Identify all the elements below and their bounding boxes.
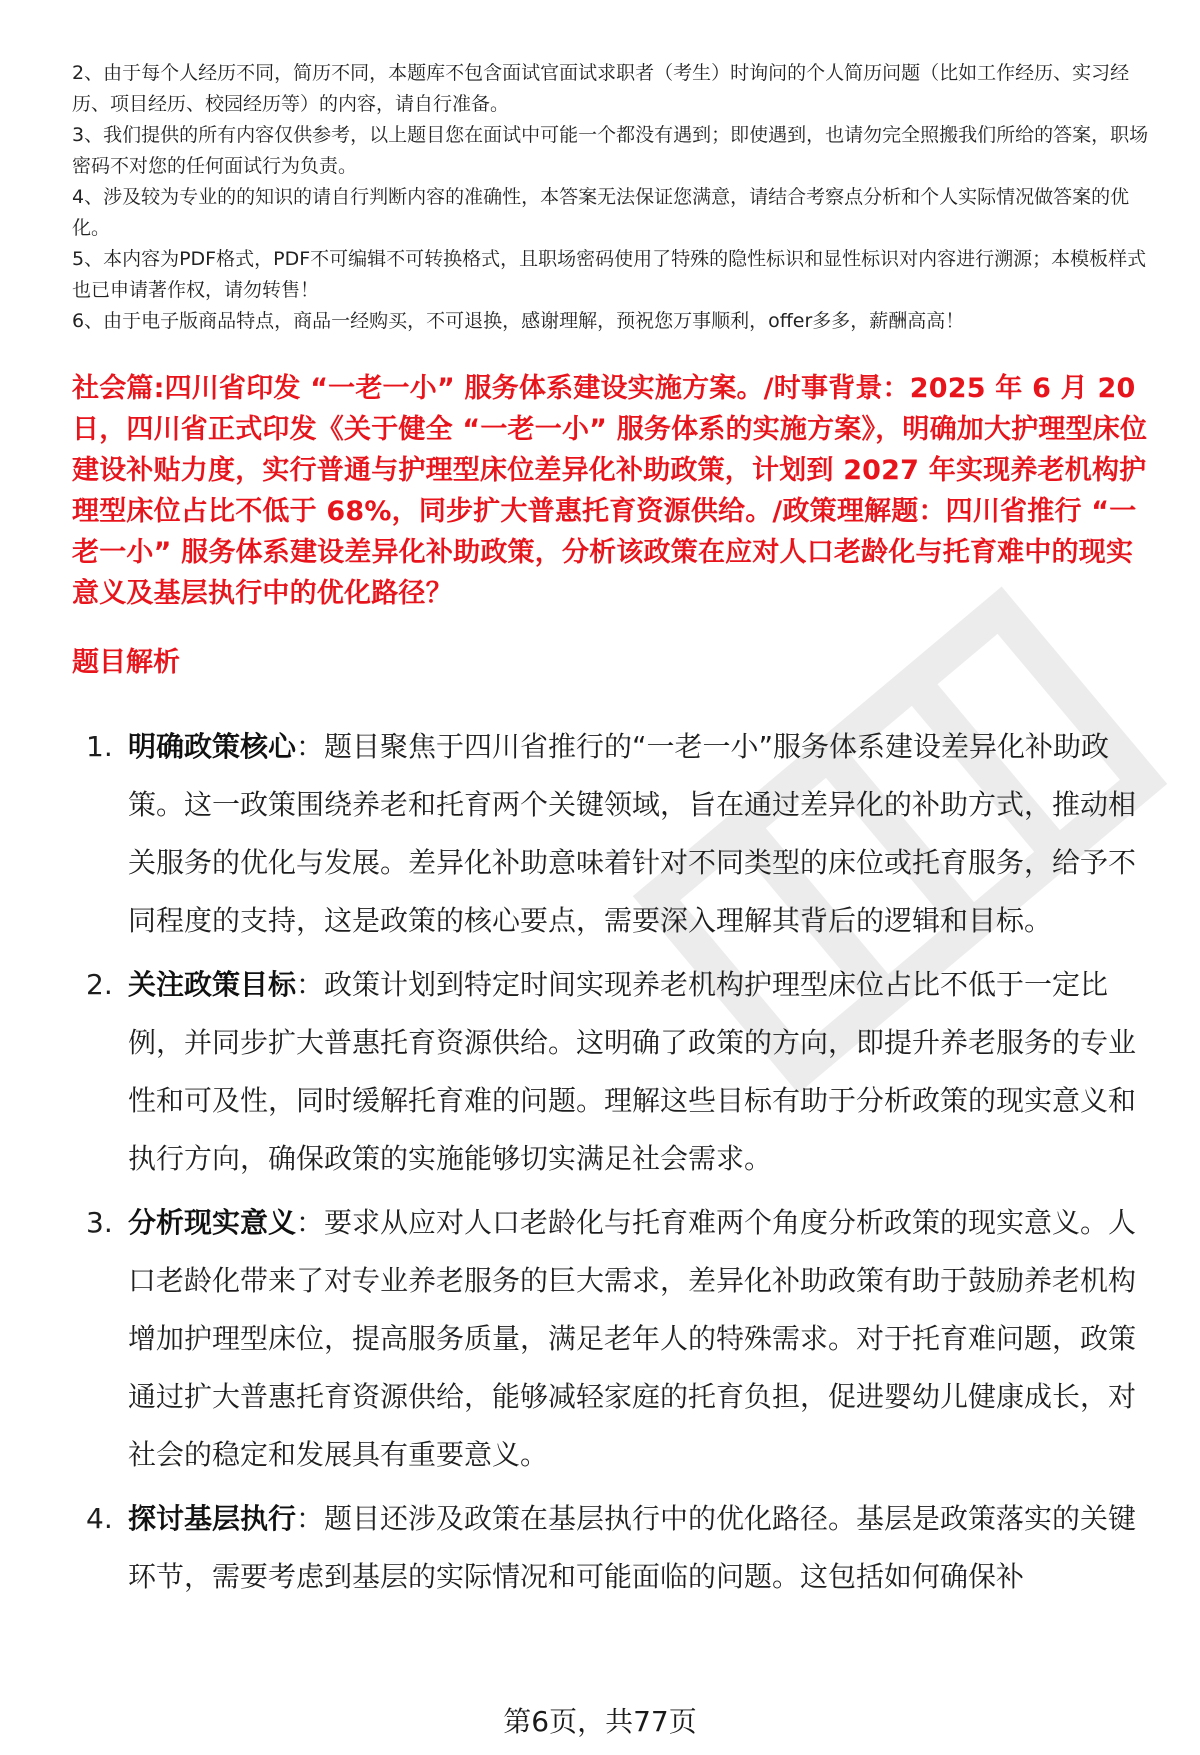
item-number: 3. xyxy=(86,1206,113,1239)
page-number: 第6页，共77页 xyxy=(503,1705,697,1738)
item-text: ：题目还涉及政策在基层执行中的优化路径。基层是政策落实的关键环节，需要考虑到基层的实际情况和可能面临的问题。这包括如何确保补 xyxy=(128,1502,1137,1593)
list-item xyxy=(72,1194,1147,1484)
item-title: 明确政策核心 xyxy=(128,730,297,763)
disclaimer-item: 6、由于电子版商品特点，商品一经购买，不可退换，感谢理解，预祝您万事顺利，offer多多，薪酬高高！ xyxy=(72,310,965,332)
disclaimer-item: 3、我们提供的所有内容仅供参考，以上题目您在面试中可能一个都没有遇到；即使遇到，也请勿完全照搬我们所给的答案，职场密码不对您的任何面试行为负责。 xyxy=(72,124,1149,177)
item-text: ：题目聚焦于四川省推行的“一老一小”服务体系建设差异化补助政策。这一政策围绕养老和托育两个关键领域，旨在通过差异化的补助方式，推动相关服务的优化与发展。差异化补助意味着针对不同类型的床位或托育服务，给予不同程度的支持，这是政策的核心要点，需要深入理解其背后的逻辑和目标。 xyxy=(128,730,1137,937)
section-title: 题目解析 xyxy=(72,647,180,678)
analysis-list xyxy=(72,718,1147,1612)
disclaimer-item: 4、涉及较为专业的的知识的请自行判断内容的准确性，本答案无法保证您满意，请结合考察点分析和个人实际情况做答案的优化。 xyxy=(72,186,1130,239)
list-item xyxy=(72,956,1147,1188)
item-number: 4. xyxy=(86,1502,113,1535)
item-text: ：要求从应对人口老龄化与托育难两个角度分析政策的现实意义。人口老龄化带来了对专业养老服务的巨大需求，差异化补助政策有助于鼓励养老机构增加护理型床位，提高服务质量，满足老年人的特殊需求。对于托育难问题，政策通过扩大普惠托育资源供给，能够减轻家庭的托育负担，促进婴幼儿健康成长，对社会的稳定和发展具有重要意义。 xyxy=(128,1206,1137,1471)
item-title: 关注政策目标 xyxy=(128,968,297,1001)
list-item xyxy=(72,1490,1147,1606)
item-number: 1. xyxy=(86,730,113,763)
item-number: 2. xyxy=(86,968,113,1001)
item-text: ：政策计划到特定时间实现养老机构护理型床位占比不低于一定比例，并同步扩大普惠托育资源供给。这明确了政策的方向，即提升养老服务的专业性和可及性，同时缓解托育难的问题。理解这些目标有助于分析政策的现实意义和执行方向，确保政策的实施能够切实满足社会需求。 xyxy=(128,968,1137,1175)
item-title: 探讨基层执行 xyxy=(128,1502,297,1535)
disclaimer-notes xyxy=(72,58,1162,337)
list-item xyxy=(72,718,1147,950)
disclaimer-item: 5、本内容为PDF格式，PDF不可编辑不可转换格式，且职场密码使用了特殊的隐性标识和显性标识对内容进行溯源；本模板样式也已申请著作权，请勿转售！ xyxy=(72,248,1147,301)
item-title: 分析现实意义 xyxy=(128,1206,297,1239)
disclaimer-item: 2、由于每个人经历不同，简历不同，本题库不包含面试官面试求职者（考生）时询问的个人简历问题（比如工作经历、实习经历、项目经历、校园经历等）的内容，请自行准备。 xyxy=(72,62,1130,115)
question-headline: 社会篇:四川省印发 “一老一小” 服务体系建设实施方案。/时事背景：2025 年 6 月 20 日，四川省正式印发《关于健全 “一老一小” 服务体系的实施方案》，明确加大护理型床位建设补贴力度，实行普通与护理型床位差异化补助政策，计划到 2027 年实现养老机构护理型床位占比不低于 68%，同步扩大普惠托育资源供给。/政策理解题：四川省推行 “一老一小” 服务体系建设差异化补助政策，分析该政策在应对人口老龄化与托育难中的现实意义及基层执行中的优化路径？ xyxy=(72,373,1148,609)
